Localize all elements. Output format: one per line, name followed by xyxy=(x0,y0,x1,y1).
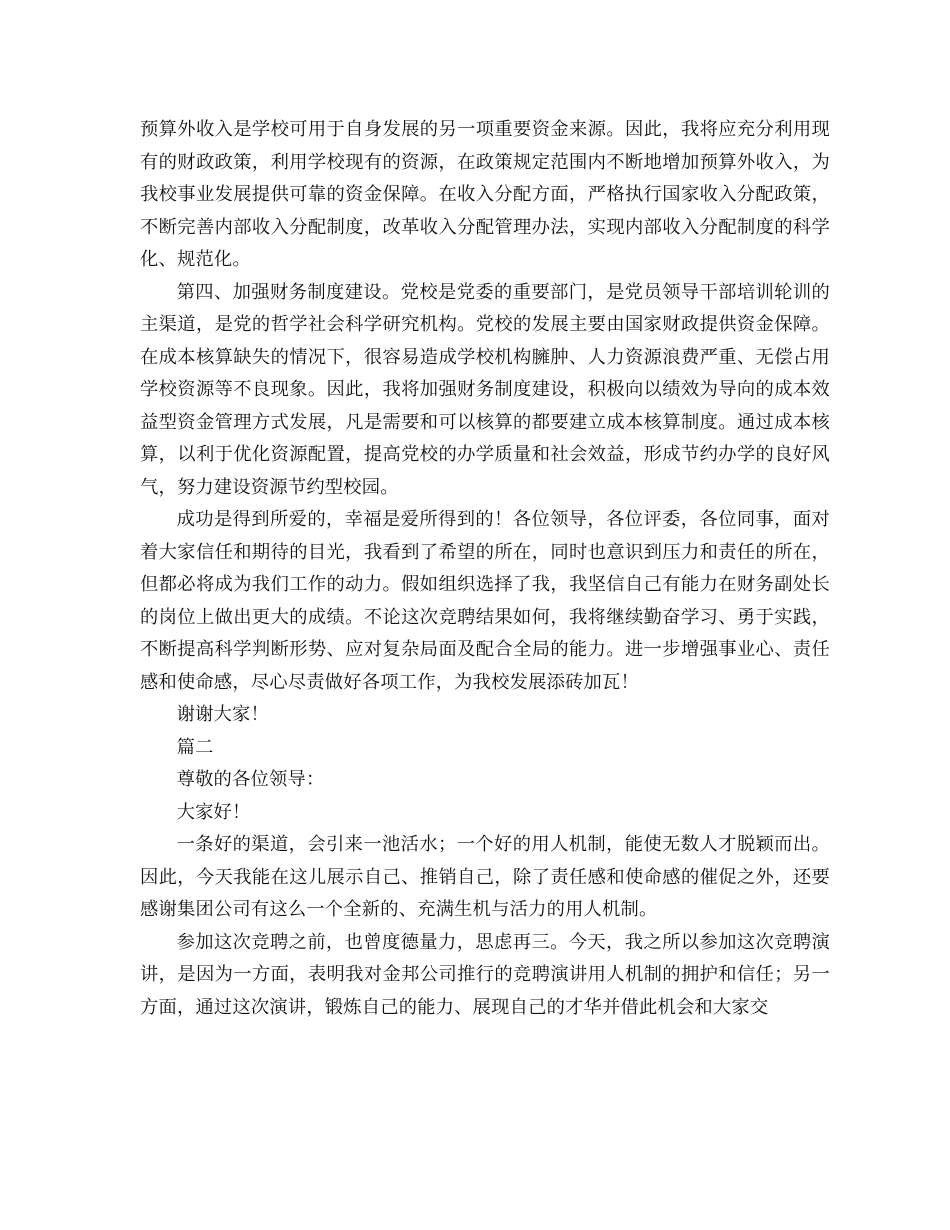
paragraph-budget-income: 预算外收入是学校可用于自身发展的另一项重要资金来源。因此，我将应充分利用现有的财政政策，利用学校现有的资源，在政策规定范围内不断地增加预算外收入，为我校事业发展提供可靠的资金保障。在收入分配方面，严格执行国家收入分配政策，不断完善内部收入分配制度，改革收入分配管理办法，实现内部收入分配制度的科学化、规范化。 xyxy=(140,119,830,270)
paragraph-closing-remarks: 成功是得到所爱的，幸福是爱所得到的！各位领导，各位评委，各位同事，面对着大家信任和期待的目光，我看到了希望的所在，同时也意识到压力和责任的所在，但都必将成为我们工作的动力。假如组织选择了我，我坚信自己有能力在财务副处长的岗位上做出更大的成绩。不论这次竞聘结果如何，我将继续勤奋学习、勇于实践，不断提高科学判断形势、应对复杂局面及配合全局的能力。进一步增强事业心、责任感和使命感，尽心尽责做好各项工作，为我校发展添砖加瓦！ xyxy=(140,509,830,693)
paragraph-finance-system: 第四、加强财务制度建设。党校是党委的重要部门，是党员领导干部培训轮训的主渠道，是党的哲学社会科学研究机构。党校的发展主要由国家财政提供资金保障。在成本核算缺失的情况下，很容易造成学校机构臃肿、人力资源浪费严重、无偿占用学校资源等不良现象。因此，我将加强财务制度建设，积极向以绩效为导向的成本效益型资金管理方式发展，凡是需要和可以核算的都要建立成本核算制度。通过成本核算，以利于优化资源配置，提高党校的办学质量和社会效益，形成节约办学的良好风气，努力建设资源节约型校园。 xyxy=(140,281,830,498)
document-body xyxy=(140,114,830,1024)
paragraph-competition-reason: 参加这次竞聘之前，也曾度德量力，思虑再三。今天，我之所以参加这次竞聘演讲，是因为一方面，表明我对金邦公司推行的竞聘演讲用人机制的拥护和信任；另一方面，通过这次演讲，锻炼自己的能力、展现自己的才华并借此机会和大家交 xyxy=(140,931,830,1018)
greeting: 大家好！ xyxy=(176,801,251,823)
paragraph-hiring-mechanism: 一条好的渠道，会引来一池活水；一个好的用人机制，能使无数人才脱颖而出。因此，今天我能在这儿展示自己、推销自己，除了责任感和使命感的催促之外，还要感谢集团公司有这么一个全新的、充满生机与活力的用人机制。 xyxy=(140,834,830,920)
salutation: 尊敬的各位领导： xyxy=(176,769,325,790)
section-heading: 篇二 xyxy=(176,736,214,758)
paragraph-thanks: 谢谢大家！ xyxy=(176,704,269,725)
